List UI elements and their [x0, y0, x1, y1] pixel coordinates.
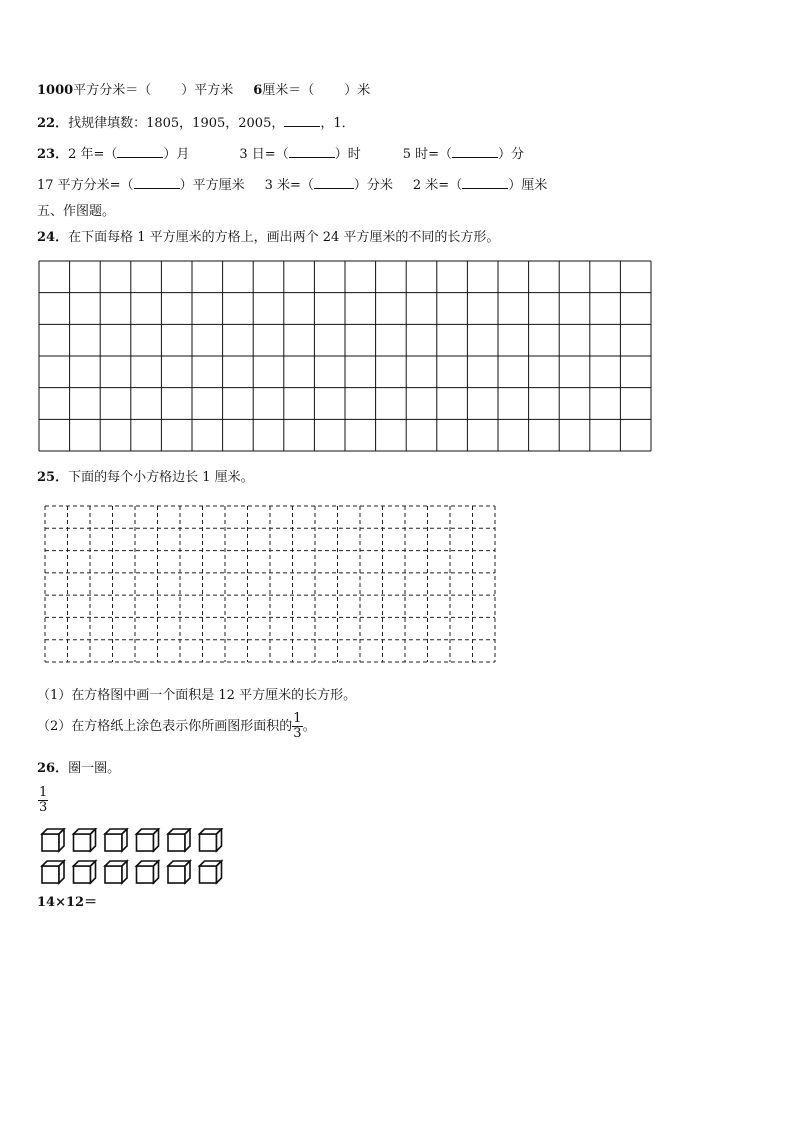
q21-text-c: ）平方米 — [181, 83, 234, 98]
q21-num-2: 6 — [253, 83, 263, 98]
q25-line — [37, 469, 254, 487]
q26-number: 26． — [37, 761, 69, 776]
q26-frac-num: 1 — [39, 785, 48, 800]
q23b-line — [37, 176, 547, 195]
q26-line — [37, 760, 120, 778]
q23b-blank-a[interactable] — [134, 176, 180, 189]
q23-b: 3 日=（ — [239, 147, 289, 162]
q24-square-grid[interactable] — [38, 260, 652, 452]
q23-blank-b[interactable] — [289, 145, 335, 158]
q25-fraction — [292, 712, 302, 741]
q23-blank-a[interactable] — [117, 145, 163, 158]
q26-fraction — [38, 786, 48, 815]
cube-icon[interactable] — [168, 861, 190, 883]
q24-text: 在下面每格 1 平方厘米的方格上，画出两个 24 平方厘米的不同的长方形。 — [68, 230, 500, 245]
cube-icon[interactable] — [200, 861, 222, 883]
q24-number: 24． — [37, 230, 69, 245]
q25-number: 25． — [37, 470, 69, 485]
q23-blank-c[interactable] — [452, 145, 498, 158]
cube-icon[interactable] — [168, 829, 190, 851]
q23-line — [37, 145, 524, 164]
q22-line — [37, 114, 355, 133]
q23b-blank-b[interactable] — [314, 176, 354, 189]
q23-a-unit: ）月 — [163, 147, 190, 162]
q21-num-a: 1000 — [37, 83, 74, 98]
q25-frac-den: 3 — [293, 726, 302, 741]
q23b-a-unit: ）平方厘米 — [179, 178, 245, 193]
cube-icon[interactable] — [105, 829, 127, 851]
cube-icon[interactable] — [74, 861, 96, 883]
q23b-b: 3 米=（ — [264, 178, 314, 193]
q23b-a: 17 平方分米=（ — [37, 178, 134, 193]
q25-sub2-tail: 。 — [302, 719, 316, 734]
q22-blank[interactable] — [284, 114, 320, 127]
q23b-blank-c[interactable] — [462, 176, 508, 189]
q25-sub1: （1）在方格图中画一个面积是 12 平方厘米的长方形。 — [37, 688, 357, 703]
q23b-c-unit: ）厘米 — [508, 178, 548, 193]
cube-icon[interactable] — [105, 861, 127, 883]
q21-text-2b: 厘米＝（ — [262, 83, 315, 98]
q25-dashed-grid[interactable] — [44, 505, 498, 665]
q25-sub2-text: （2）在方格纸上涂色表示你所画图形面积的 — [37, 719, 293, 734]
q24-line — [37, 229, 499, 247]
cube-icon[interactable] — [74, 829, 96, 851]
q23-c: 5 时=（ — [402, 147, 453, 162]
q23-a: 2 年=（ — [68, 147, 118, 162]
q22-number: 22． — [37, 116, 69, 131]
q22-text: 找规律填数：1805，1905，2005， — [68, 116, 285, 131]
q25-frac-num: 1 — [293, 711, 302, 726]
q22-tail: ，1． — [320, 116, 355, 131]
cube-icon[interactable] — [137, 861, 159, 883]
q23b-c: 2 米=（ — [412, 178, 463, 193]
q26-frac-den: 3 — [39, 800, 48, 815]
q21-text-b: 平方分米＝（ — [73, 83, 152, 98]
q23-number: 23． — [37, 147, 69, 162]
q25-sub2-line — [37, 712, 316, 741]
section-title: 五、作图题。 — [37, 204, 116, 219]
q23b-b-unit: ）分米 — [353, 178, 393, 193]
q23-b-unit: ）时 — [334, 147, 361, 162]
q26-text: 圈一圈。 — [68, 761, 121, 776]
q25-text: 下面的每个小方格边长 1 厘米。 — [68, 470, 254, 485]
q23-c-unit: ）分 — [498, 147, 525, 162]
cube-icon[interactable] — [200, 829, 222, 851]
q27-expression: 14×12＝ — [37, 895, 98, 910]
cube-icon[interactable] — [42, 829, 64, 851]
q21-line — [37, 82, 370, 100]
cube-icon[interactable] — [137, 829, 159, 851]
cube-icon[interactable] — [42, 861, 64, 883]
q21-text-2c: ）米 — [344, 83, 371, 98]
q26-cubes[interactable] — [40, 828, 230, 888]
